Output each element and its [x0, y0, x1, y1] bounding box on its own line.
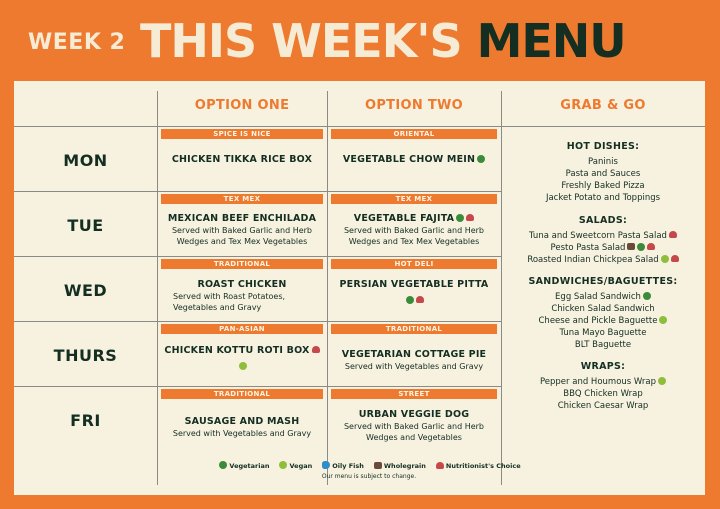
divider: [14, 126, 705, 127]
dish-name: CHICKEN TIKKA RICE BOX: [171, 154, 313, 165]
category-tag: TEX MEX: [331, 194, 497, 204]
dish-name: ROAST CHICKEN: [197, 279, 287, 290]
nutritionists-choice-icon: [312, 346, 320, 353]
dish-description: Served with Roast Potatoes, Vegetables and Gravy: [173, 292, 286, 312]
category-tag: PAN-ASIAN: [161, 324, 323, 334]
dish-name: VEGETABLE CHOW MEIN: [342, 154, 476, 165]
list-item: [501, 242, 705, 254]
dish-name: VEGETARIAN COTTAGE PIE: [341, 349, 487, 360]
legend-label: Oily Fish: [332, 462, 364, 470]
legend-item: [277, 462, 312, 470]
list-item: Chicken Salad Sandwich: [551, 304, 655, 314]
vegan-icon: [279, 461, 287, 469]
legend-item: [217, 462, 269, 470]
title-accent: MENU: [476, 14, 626, 68]
list-item: Chicken Caesar Wrap: [557, 401, 649, 411]
list-item: Jacket Potato and Toppings: [545, 193, 661, 203]
vegan-icon: [658, 377, 666, 385]
list-item: [501, 376, 705, 388]
legend-item: [434, 462, 521, 470]
vegan-icon: [659, 316, 667, 324]
category-tag: TRADITIONAL: [161, 259, 323, 269]
vegetarian-icon: [456, 214, 464, 222]
list-item: Tuna Mayo Baguette: [559, 328, 647, 338]
menu-item: [157, 213, 327, 247]
grab-go-list: [501, 135, 705, 412]
list-item-label: Egg Salad Sandwich: [555, 292, 641, 302]
list-item: BBQ Chicken Wrap: [563, 389, 643, 399]
nutritionists-choice-icon: [647, 243, 655, 250]
day-label: FRI: [70, 411, 101, 430]
nutritionists-choice-icon: [466, 214, 474, 221]
column-header-grab-go: GRAB & GO: [560, 98, 646, 113]
dish-description: Served with Vegetables and Gravy: [344, 362, 484, 371]
vegan-icon: [239, 362, 247, 370]
category-tag: STREET: [331, 389, 497, 399]
dish-description: Served with Baked Garlic and Herb Wedges and Tex Mex Vegetables: [171, 226, 313, 246]
list-item-label: Pepper and Houmous Wrap: [539, 377, 657, 387]
menu-item: [157, 345, 327, 375]
legend-label: Nutritionist's Choice: [445, 462, 521, 470]
wholegrain-icon: [374, 462, 382, 469]
legend-item: [372, 462, 426, 470]
legend-label: Wholegrain: [383, 462, 426, 470]
legend-label: Vegan: [289, 462, 313, 470]
day-label: WED: [63, 281, 108, 300]
legend-item: [320, 462, 364, 470]
day-label: MON: [63, 151, 108, 170]
dish-description: Served with Vegetables and Gravy: [172, 429, 312, 438]
category-tag: HOT DELI: [331, 259, 497, 269]
category-tag: TRADITIONAL: [161, 389, 323, 399]
category-tag: ORIENTAL: [331, 129, 497, 139]
menu-item: [157, 154, 327, 165]
section-heading: SANDWICHES/BAGUETTES:: [528, 276, 678, 287]
vegetarian-icon: [219, 461, 227, 469]
dish-name: URBAN VEGGIE DOG: [358, 409, 470, 420]
title-main: THIS WEEK'S: [140, 14, 462, 68]
vegan-icon: [661, 255, 669, 263]
menu-item: [327, 409, 501, 443]
header: [0, 0, 720, 78]
dish-name: SAUSAGE AND MASH: [184, 416, 300, 427]
list-item-label: Cheese and Pickle Baguette: [538, 316, 658, 326]
page-title: [140, 14, 626, 68]
dish-name: MEXICAN BEEF ENCHILADA: [167, 213, 317, 224]
vegetarian-icon: [477, 155, 485, 163]
dish-name: CHICKEN KOTTU ROTI BOX: [164, 345, 310, 356]
dish-description: Served with Baked Garlic and Herb Wedges and Vegetables: [343, 422, 485, 442]
list-item: Pasta and Sauces: [565, 169, 641, 179]
section-heading: SALADS:: [578, 215, 628, 226]
oily-fish-icon: [322, 461, 330, 469]
menu-panel: [14, 81, 705, 495]
divider: [14, 321, 501, 322]
list-item: [501, 230, 705, 242]
menu-item: [327, 154, 501, 165]
category-tag: TEX MEX: [161, 194, 323, 204]
legend: [209, 462, 529, 470]
wholegrain-icon: [627, 243, 635, 250]
menu-item: [157, 279, 327, 313]
menu-item: [327, 213, 501, 247]
category-tag: TRADITIONAL: [331, 324, 497, 334]
column-header-option-one: OPTION ONE: [194, 98, 290, 113]
week-label: WEEK 2: [28, 30, 126, 55]
dish-name: VEGETABLE FAJITA: [353, 213, 455, 224]
list-item: Paninis: [588, 157, 618, 167]
divider: [14, 256, 501, 257]
nutritionists-choice-icon: [671, 255, 679, 262]
menu-item: [327, 349, 501, 372]
dish-description: Served with Baked Garlic and Herb Wedges and Tex Mex Vegetables: [343, 226, 485, 246]
dish-name: PERSIAN VEGETABLE PITTA: [339, 279, 489, 290]
vegetarian-icon: [643, 292, 651, 300]
nutritionists-choice-icon: [669, 231, 677, 238]
legend-label: Vegetarian: [229, 462, 270, 470]
category-tag: SPICE IS NICE: [161, 129, 323, 139]
disclaimer-note: Our menu is subject to change.: [321, 473, 417, 480]
day-label: TUE: [67, 216, 104, 235]
menu-item: [157, 416, 327, 439]
list-item: Freshly Baked Pizza: [561, 181, 645, 191]
list-item: [501, 291, 705, 303]
divider: [14, 386, 501, 387]
list-item: [501, 254, 705, 266]
divider: [14, 191, 501, 192]
vegetarian-icon: [406, 296, 414, 304]
nutritionists-choice-icon: [416, 296, 424, 303]
list-item: [501, 315, 705, 327]
list-item-label: Pesto Pasta Salad: [550, 243, 626, 253]
list-item-label: Roasted Indian Chickpea Salad: [527, 255, 659, 265]
day-label: THURS: [53, 346, 118, 365]
menu-item: [327, 279, 501, 309]
nutritionists-choice-icon: [436, 462, 444, 469]
list-item-label: Tuna and Sweetcorn Pasta Salad: [529, 231, 667, 241]
list-item: BLT Baguette: [574, 340, 632, 350]
vegetarian-icon: [637, 243, 645, 251]
column-header-option-two: OPTION TWO: [365, 98, 463, 113]
section-heading: WRAPS:: [580, 361, 626, 372]
section-heading: HOT DISHES:: [566, 141, 640, 152]
